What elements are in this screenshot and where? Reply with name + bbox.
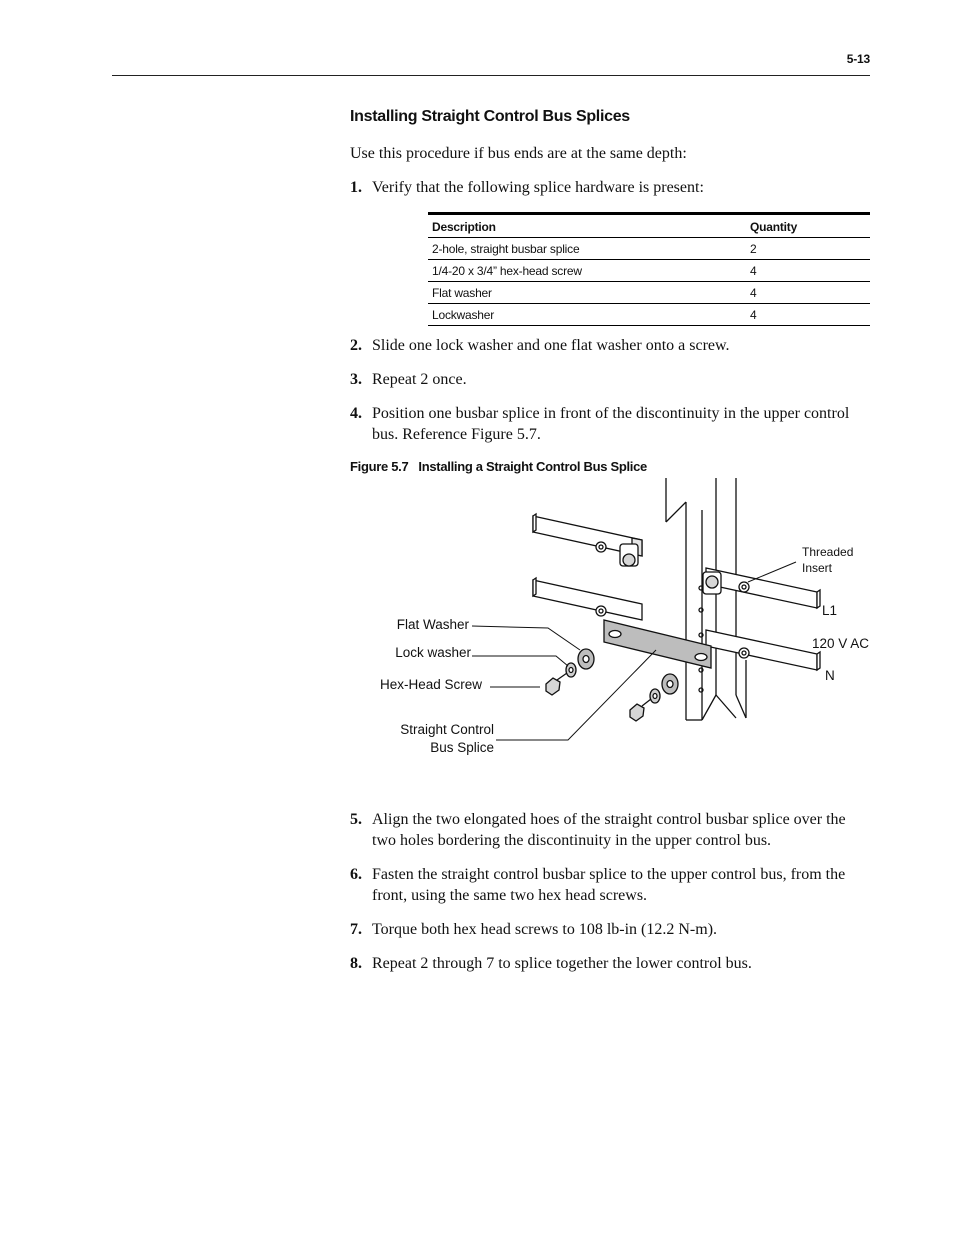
section-title: Installing Straight Control Bus Splices	[350, 108, 630, 125]
intro-text: Use this procedure if bus ends are at the same depth:	[350, 145, 687, 162]
step-text: Torque both hex head screws to 108 lb-in (12.2 N-m).	[372, 921, 718, 938]
step-number: 5.	[350, 811, 362, 828]
step-4	[350, 404, 870, 445]
table-cell: 4	[746, 260, 870, 282]
n-label: N	[825, 668, 835, 683]
l1-label: L1	[822, 603, 838, 618]
step-2	[350, 336, 870, 357]
flat-washer-label: Flat Washer	[396, 617, 469, 632]
step-number: 2.	[350, 337, 362, 354]
table-row	[428, 238, 870, 260]
threaded-insert-label-line-1: Threaded	[802, 545, 854, 559]
step-text: Verify that the following splice hardware is present:	[372, 179, 704, 196]
step-text: Align the two elongated hoes of the straight control busbar splice over the two holes bordering the discontinuity in the upper control bus.	[372, 811, 846, 849]
step-number: 8.	[350, 955, 362, 972]
splice-label-line-1: Straight Control	[400, 722, 494, 737]
step-number: 7.	[350, 921, 362, 938]
step-number: 4.	[350, 405, 362, 422]
step-6	[350, 865, 870, 906]
table-cell: 4	[746, 282, 870, 304]
header-rule	[112, 75, 870, 76]
figure-title: Installing a Straight Control Bus Splice	[418, 459, 647, 474]
step-text: Repeat 2 once.	[372, 371, 467, 388]
step-number: 1.	[350, 179, 362, 196]
table-cell: 1/4-20 x 3/4” hex-head screw	[428, 260, 746, 282]
step-number: 3.	[350, 371, 362, 388]
table-row	[428, 282, 870, 304]
voltage-label: 120 V AC	[812, 636, 870, 651]
step-text: Position one busbar splice in front of the discontinuity in the upper control bus. Reference Figure 5.7.	[372, 405, 850, 443]
splice-label-line-2: Bus Splice	[430, 740, 494, 755]
hex-head-screw-label: Hex-Head Screw	[379, 677, 482, 692]
step-text: Slide one lock washer and one flat washer onto a screw.	[372, 337, 730, 354]
hardware-table	[428, 212, 870, 326]
step-3	[350, 370, 870, 391]
step-8	[350, 954, 870, 975]
straight-busbar-splice	[604, 620, 711, 668]
table-cell: 2	[746, 238, 870, 260]
figure-number: Figure 5.7	[350, 459, 409, 474]
step-text: Repeat 2 through 7 to splice together the lower control bus.	[372, 955, 752, 972]
step-number: 6.	[350, 866, 362, 883]
table-cell: Flat washer	[428, 282, 746, 304]
column-header-description: Description	[428, 214, 746, 238]
hex-head-screw-icon	[546, 673, 651, 721]
table-header-row	[428, 214, 870, 238]
step-5	[350, 810, 870, 851]
step-text: Fasten the straight control busbar splice to the upper control bus, from the front, using the same two hex head screws.	[372, 866, 846, 904]
lock-washer-label: Lock washer	[395, 645, 471, 660]
splice-diagram	[370, 470, 880, 770]
table-row	[428, 304, 870, 326]
step-1	[350, 178, 870, 199]
page-number: 5-13	[846, 52, 870, 66]
threaded-insert-label-line-2: Insert	[802, 561, 833, 575]
table-cell: Lockwasher	[428, 304, 746, 326]
lock-washer-icon	[566, 663, 660, 703]
table-cell: 4	[746, 304, 870, 326]
table-cell: 2-hole, straight busbar splice	[428, 238, 746, 260]
step-7	[350, 920, 870, 941]
column-header-quantity: Quantity	[746, 214, 870, 238]
table-row	[428, 260, 870, 282]
